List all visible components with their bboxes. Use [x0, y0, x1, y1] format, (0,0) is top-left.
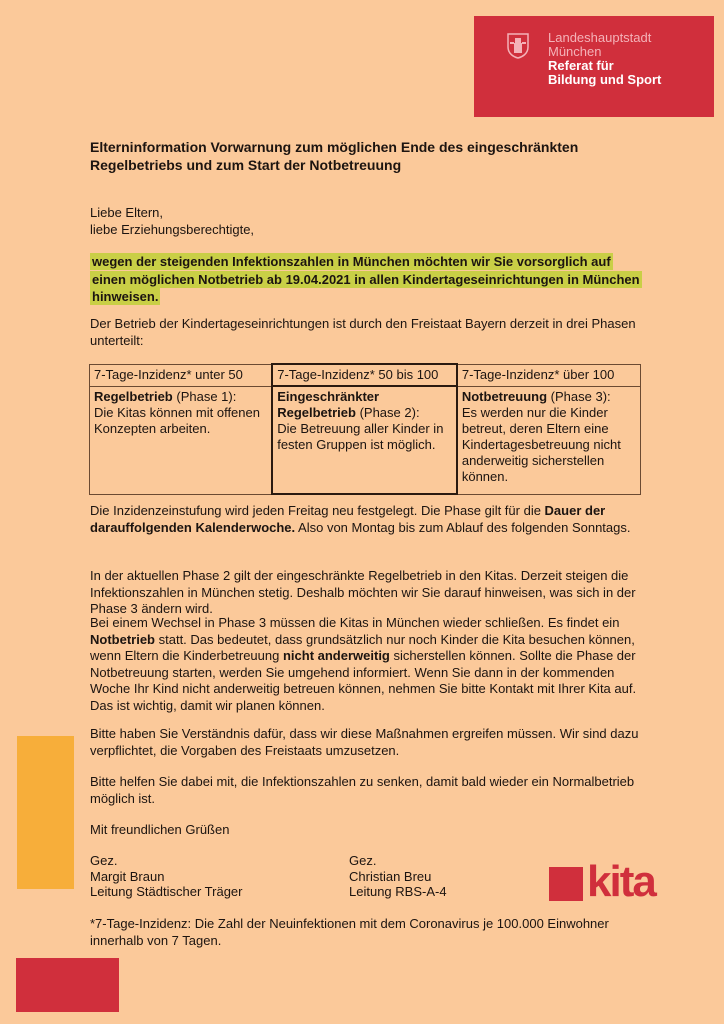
signature-2-role: Leitung RBS-A-4: [349, 884, 447, 899]
phase3-text-bold-2: nicht anderweitig: [282, 648, 390, 663]
kita-logo-text: kita: [587, 857, 655, 906]
signature-2: [349, 853, 447, 900]
phase-table-body-row: [90, 386, 641, 494]
kita-logo-square: [549, 867, 583, 901]
phase-1-header: 7-Tage-Inzidenz* unter 50: [90, 364, 273, 386]
phase-1-cell: [90, 386, 273, 494]
signature-1: [90, 853, 242, 900]
phase-3-name: Notbetreuung: [461, 388, 548, 404]
kita-logo: [549, 857, 661, 906]
org-name: [548, 31, 661, 87]
phase3-text-a: Bei einem Wechsel in Phase 3 müssen die Kitas in München wieder schließen. Es findet ein: [90, 615, 620, 630]
intro-paragraph: Der Betrieb der Kindertageseinrichtungen ist durch den Freistaat Bayern derzeit in drei Phasen unterteilt:: [90, 316, 636, 348]
highlighted-text: wegen der steigenden Infektionszahlen in München möchten wir Sie vorsorglich auf einen möglichen Notbetrieb ab 19.04.2021 in allen Kindertageseinrichtungen in München hinweisen.: [92, 254, 640, 304]
weekly-paragraph: [90, 503, 650, 536]
closing: Mit freundlichen Grüßen: [90, 822, 230, 837]
signature-1-name: Margit Braun: [90, 868, 165, 884]
org-line-1: Landeshauptstadt: [548, 30, 652, 45]
greeting-line-1: Liebe Eltern,: [90, 205, 163, 220]
weekly-text-a: Die Inzidenzeinstufung wird jeden Freitag neu festgelegt. Die Phase gilt für die: [90, 503, 545, 518]
dept-line-1: Referat für: [548, 58, 614, 73]
help-paragraph: Bitte helfen Sie dabei mit, die Infektionszahlen zu senken, damit bald wieder ein Normalbetrieb möglich ist.: [90, 774, 635, 806]
header-banner: [474, 16, 714, 117]
phase3-text-c: statt. Das bedeutet, dass grundsätzlich nur noch Kinder die Kita besuchen können, wenn Eltern die Kinderbetreuung: [90, 631, 635, 663]
phase-3-header: 7-Tage-Inzidenz* über 100: [457, 364, 641, 386]
phase-2-name: Eingeschränkter Regelbetrieb: [277, 389, 380, 420]
footnote: *7-Tage-Inzidenz: Die Zahl der Neuinfektionen mit dem Coronavirus je 100.000 Einwohner innerhalb von 7 Tagen.: [90, 916, 609, 948]
document-title: Elterninformation Vorwarnung zum möglichen Ende des eingeschränkten Regelbetriebs und zum Start der Notbetreuung: [90, 139, 579, 173]
phase2-paragraph: In der aktuellen Phase 2 gilt der eingeschränkte Regelbetrieb in den Kitas. Derzeit steigen die Infektionszahlen in München stetig. Deshalb möchten wir Sie darauf hinweisen, was sich in der Phase 3 ändern wird.: [90, 568, 636, 616]
phase-3-label: (Phase 3):: [547, 388, 611, 404]
signature-2-name: Christian Breu: [349, 868, 432, 884]
weekly-text-bold: Dauer der darauffolgenden Kalenderwoche.: [90, 503, 606, 535]
phase-2-desc: Die Betreuung aller Kinder in festen Gruppen ist möglich.: [277, 421, 444, 452]
phase-1-desc: Die Kitas können mit offenen Konzepten arbeiten.: [94, 404, 260, 436]
munich-coat-of-arms-icon: [507, 33, 529, 59]
understanding-paragraph: Bitte haben Sie Verständnis dafür, dass wir diese Maßnahmen ergreifen müssen. Wir sind dazu verpflichtet, die Vorgaben des Freistaats umzusetzen.: [90, 726, 639, 758]
dept-line-2: Bildung und Sport: [548, 72, 662, 87]
phase-table: [89, 363, 641, 495]
phase3-text-e: sicherstellen können. Sollte die Phase der Notbetreuung starten, werden Sie umgehend informiert. Wenn Sie dann in der kommenden Woche Ihr Kind nicht anderweitig betreuen können, nehmen Sie bitte Kontakt mit Ihrer Kita auf. Das ist wichtig, damit wir planen können.: [90, 648, 637, 713]
phase-1-label: (Phase 1):: [172, 388, 237, 404]
phase3-text-bold-1: Notbetrieb: [90, 631, 155, 647]
phase3-paragraph: [90, 615, 650, 714]
phase-3-cell: [457, 386, 641, 494]
phase-table-header-row: [90, 364, 641, 386]
highlight-paragraph: [90, 253, 646, 306]
phase-1-name: Regelbetrieb: [94, 388, 173, 404]
signature-2-gez: Gez.: [349, 853, 377, 868]
org-line-2: München: [548, 44, 602, 59]
phase-2-header: 7-Tage-Inzidenz* 50 bis 100: [272, 364, 457, 386]
signature-1-gez: Gez.: [90, 853, 118, 868]
weekly-text-c: Also von Montag bis zum Ablauf des folgenden Sonntags.: [295, 519, 631, 535]
signature-1-role: Leitung Städtischer Träger: [90, 884, 243, 899]
phase-2-label: (Phase 2):: [355, 405, 420, 420]
greeting-line-2: liebe Erziehungsberechtigte,: [90, 221, 255, 237]
phase-3-desc: Es werden nur die Kinder betreut, deren Eltern eine Kindertagesbetreuung nicht anderweitig sicherstellen können.: [461, 404, 621, 484]
phase-2-cell: [272, 386, 457, 494]
decorative-red-block: [16, 958, 119, 1012]
decorative-yellow-block: [17, 736, 74, 889]
greeting: [90, 205, 650, 238]
